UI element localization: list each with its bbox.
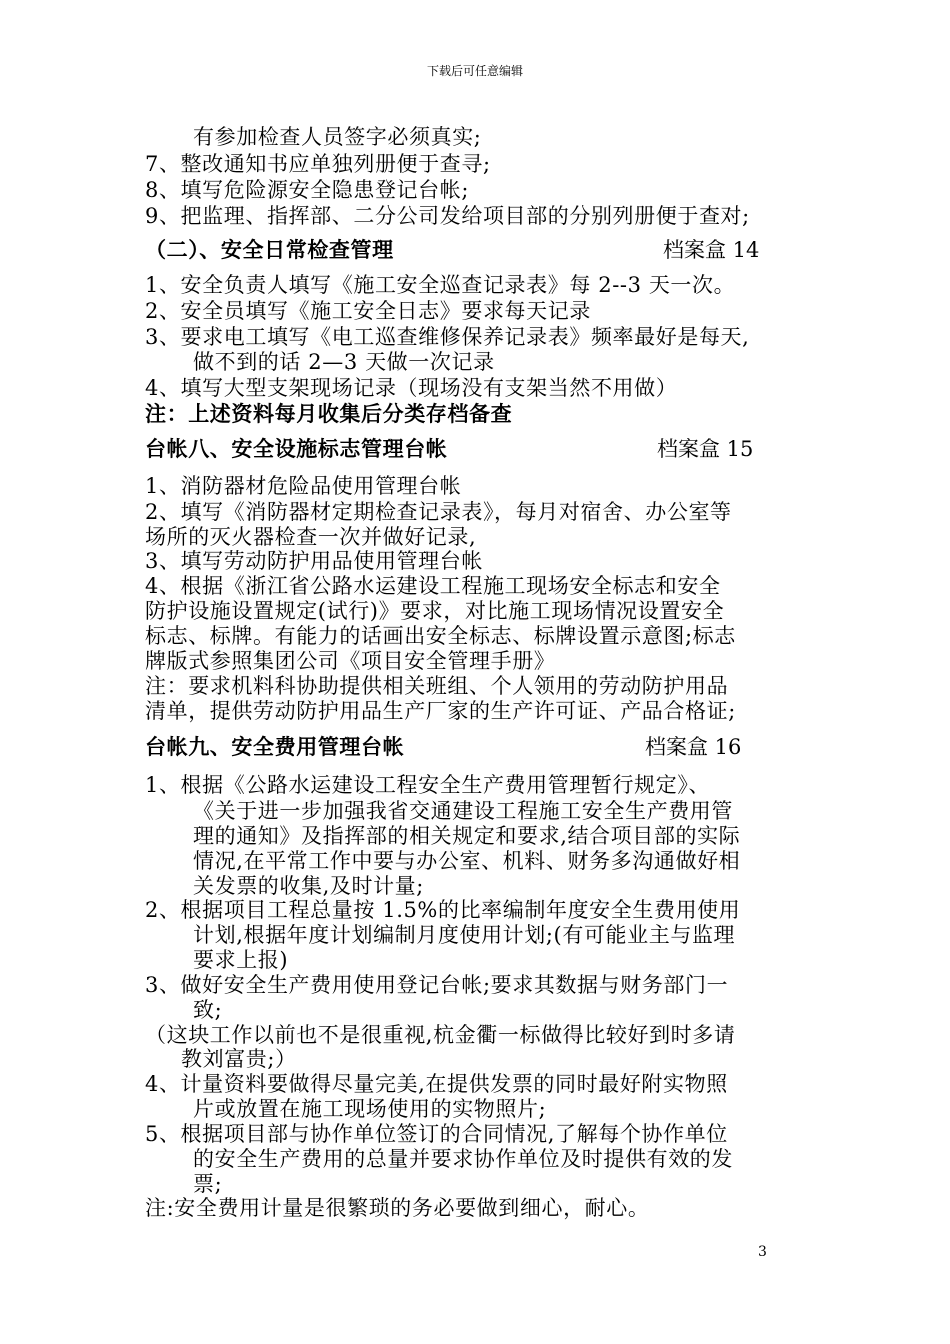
list-item: 片或放置在施工现场使用的实物照片; [193, 1097, 547, 1121]
list-item: 致; [193, 998, 223, 1022]
list-item: 要求上报) [193, 948, 289, 972]
list-item: 计划,根据年度计划编制月度使用计划;(有可能业主与监理 [193, 923, 736, 947]
list-item: 关发票的收集,及时计量; [193, 874, 424, 898]
text-line: 7、整改通知书应单独列册便于查寻; [145, 152, 491, 176]
page-header: 下载后可任意编辑 [426, 64, 523, 78]
section-note: 注：上述资料每月收集后分类存档备查 [145, 402, 513, 426]
list-item: 注:安全费用计量是很繁琐的务必要做到细心，耐心。 [145, 1196, 650, 1220]
list-item: 3、要求电工填写《电工巡查维修保养记录表》频率最好是每天, [145, 325, 750, 349]
list-item: 3、做好安全生产费用使用登记台帐;要求其数据与财务部门一 [145, 973, 729, 997]
list-item: 清单，提供劳动防护用品生产厂家的生产许可证、产品合格证; [145, 699, 736, 723]
list-item: 1、消防器材危险品使用管理台帐 [145, 474, 462, 498]
list-item: 的安全生产费用的总量并要求协作单位及时提供有效的发 [193, 1147, 733, 1171]
list-item: 《关于进一步加强我省交通建设工程施工安全生产费用管 [193, 799, 733, 823]
page-number: 3 [758, 1244, 767, 1260]
archive-box-label: 档案盒 15 [657, 437, 754, 461]
list-item: 2、安全员填写《施工安全日志》要求每天记录 [145, 299, 591, 323]
list-item: 情况,在平常工作中要与办公室、机料、财务多沟通做好相 [193, 849, 741, 873]
list-item: 5、根据项目部与协作单位签订的合同情况,了解每个协作单位 [145, 1122, 728, 1146]
list-item: 牌版式参照集团公司《项目安全管理手册》 [145, 649, 556, 673]
list-item: 3、填写劳动防护用品使用管理台帐 [145, 549, 483, 573]
section-heading: 台帐九、安全费用管理台帐 [145, 735, 405, 759]
section-heading: （二）、安全日常检查管理 [145, 238, 394, 262]
text-line: 8、填写危险源安全隐患登记台帐; [145, 178, 470, 202]
list-item: 做不到的话 2—3 天做一次记录 [193, 350, 495, 374]
list-item: 4、填写大型支架现场记录（现场没有支架当然不用做） [145, 376, 678, 400]
archive-box-label: 档案盒 16 [645, 735, 742, 759]
list-item: 2、填写《消防器材定期检查记录表》，每月对宿舍、办公室等 [145, 500, 732, 524]
list-item: （这块工作以前也不是很重视,杭金衢一标做得比较好到时多请 [145, 1023, 736, 1047]
list-item: 教刘富贵;） [181, 1047, 297, 1071]
list-item: 4、计量资料要做得尽量完美,在提供发票的同时最好附实物照 [145, 1072, 728, 1096]
list-item: 票; [193, 1172, 223, 1196]
list-item: 理的通知》及指挥部的相关规定和要求,结合项目部的实际 [193, 824, 741, 848]
list-item: 场所的灭火器检查一次并做好记录, [145, 525, 477, 549]
text-line: 9、把监理、指挥部、二分公司发给项目部的分别列册便于查对; [145, 204, 750, 228]
list-item: 防护设施设置规定(试行)》要求，对比施工现场情况设置安全 [145, 599, 725, 623]
text-line: 有参加检查人员签字必须真实; [193, 125, 482, 149]
list-item: 标志、标牌。有能力的话画出安全标志、标牌设置示意图;标志 [145, 624, 736, 648]
section-heading: 台帐八、安全设施标志管理台帐 [145, 437, 448, 461]
archive-box-label: 档案盒 14 [663, 238, 760, 262]
list-item: 4、根据《浙江省公路水运建设工程施工现场安全标志和安全 [145, 574, 721, 598]
list-item: 1、安全负责人填写《施工安全巡查记录表》每 2--3 天一次。 [145, 273, 736, 297]
list-item: 2、根据项目工程总量按 1.5%的比率编制年度安全生费用使用 [145, 898, 741, 922]
list-item: 1、根据《公路水运建设工程安全生产费用管理暂行规定》、 [145, 773, 711, 797]
list-item: 注：要求机料科协助提供相关班组、个人领用的劳动防护用品 [145, 674, 729, 698]
